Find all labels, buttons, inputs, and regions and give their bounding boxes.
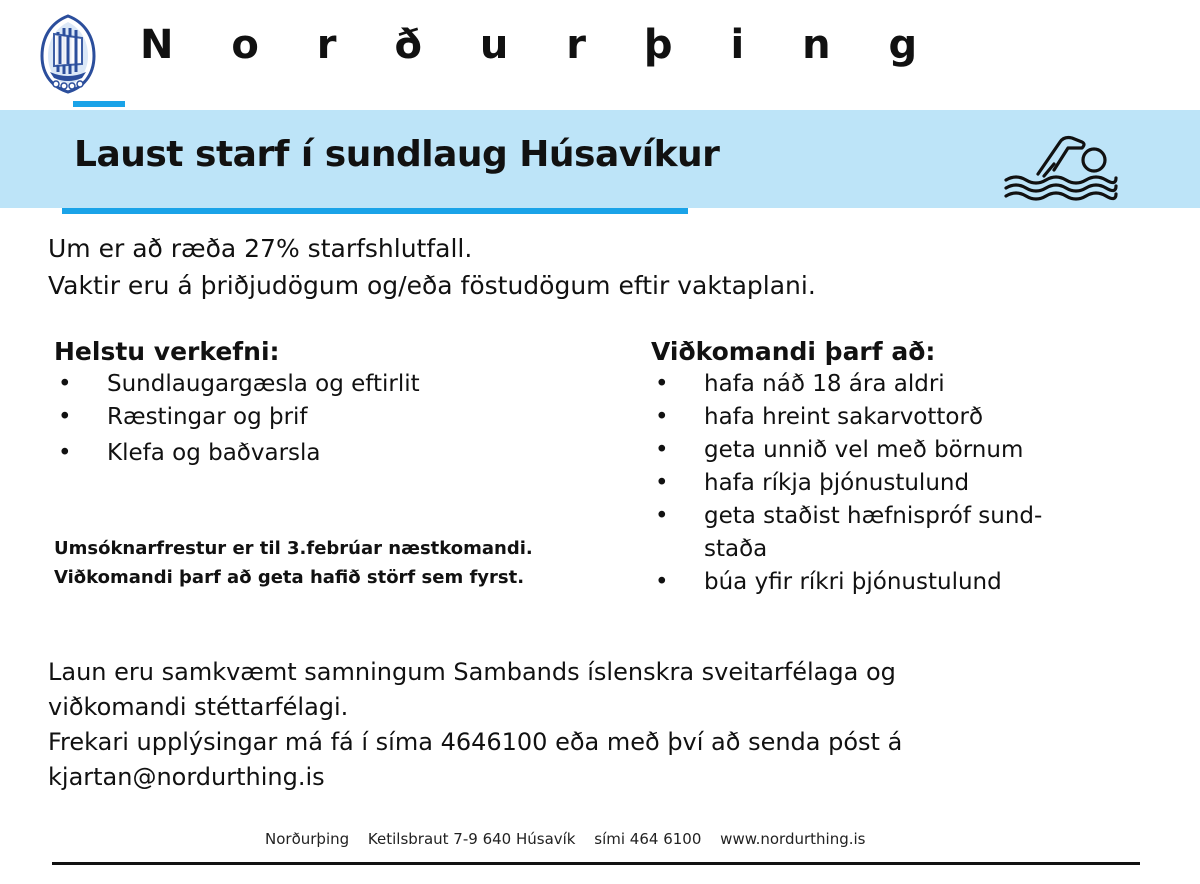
list-item: • Klefa og baðvarsla <box>58 440 321 466</box>
deadline-line: Viðkomandi þarf að geta hafið störf sem fyrst. <box>54 567 525 588</box>
page-title: Laust starf í sundlaug Húsavíkur <box>74 134 720 175</box>
salary-info <box>48 655 902 795</box>
list-item: • hafa hreint sakarvottorð <box>655 404 984 430</box>
requirements-list <box>651 368 1121 599</box>
tasks-list <box>54 368 420 470</box>
contact-line: Frekari upplýsingar má fá í síma 4646100 eða með því að senda póst á <box>48 728 903 756</box>
swimmer-icon <box>1002 118 1118 202</box>
footer-website[interactable]: www.nordurthing.is <box>720 830 866 848</box>
nordurthing-logo-icon <box>38 14 98 94</box>
list-item: • Ræstingar og þrif <box>58 404 308 430</box>
requirements-heading: Viðkomandi þarf að: <box>651 337 936 366</box>
contact-email[interactable]: kjartan@nordurthing.is <box>48 763 325 791</box>
footer-org: Norðurþing <box>265 830 350 848</box>
intro-text <box>48 230 816 304</box>
salary-line: Laun eru samkvæmt samningum Sambands íslenskra sveitarfélaga og <box>48 658 896 686</box>
deadline-notice <box>54 534 533 592</box>
list-item: • Sundlaugargæsla og eftirlit <box>58 371 420 397</box>
deadline-line: Umsóknarfrestur er til 3.febrúar næstkomandi. <box>54 538 533 559</box>
requirements-section <box>651 336 1121 599</box>
intro-line: Vaktir eru á þriðjudögum og/eða föstudögum eftir vaktaplani. <box>48 271 816 300</box>
tasks-section <box>54 336 420 470</box>
accent-bar-top <box>73 101 125 107</box>
list-item: • hafa ríkja þjónustulund <box>655 470 970 496</box>
tasks-heading: Helstu verkefni: <box>54 337 280 366</box>
accent-bar-bottom <box>62 208 688 214</box>
footer-divider <box>52 862 1140 865</box>
list-item: • búa yfir ríkri þjónustulund <box>655 569 1002 595</box>
intro-line: Um er að ræða 27% starfshlutfall. <box>48 234 473 263</box>
list-item: • hafa náð 18 ára aldri <box>655 371 945 397</box>
brand-name: N o r ð u r þ i n g <box>140 22 940 68</box>
footer-address: Ketilsbraut 7-9 640 Húsavík <box>367 830 576 848</box>
list-item: • geta unnið vel með börnum <box>655 437 1024 463</box>
salary-line: viðkomandi stéttarfélagi. <box>48 693 349 721</box>
list-item: • geta staðist hæfnispróf sund-staða <box>655 503 1043 562</box>
footer <box>265 830 879 848</box>
footer-phone: sími 464 6100 <box>594 830 702 848</box>
